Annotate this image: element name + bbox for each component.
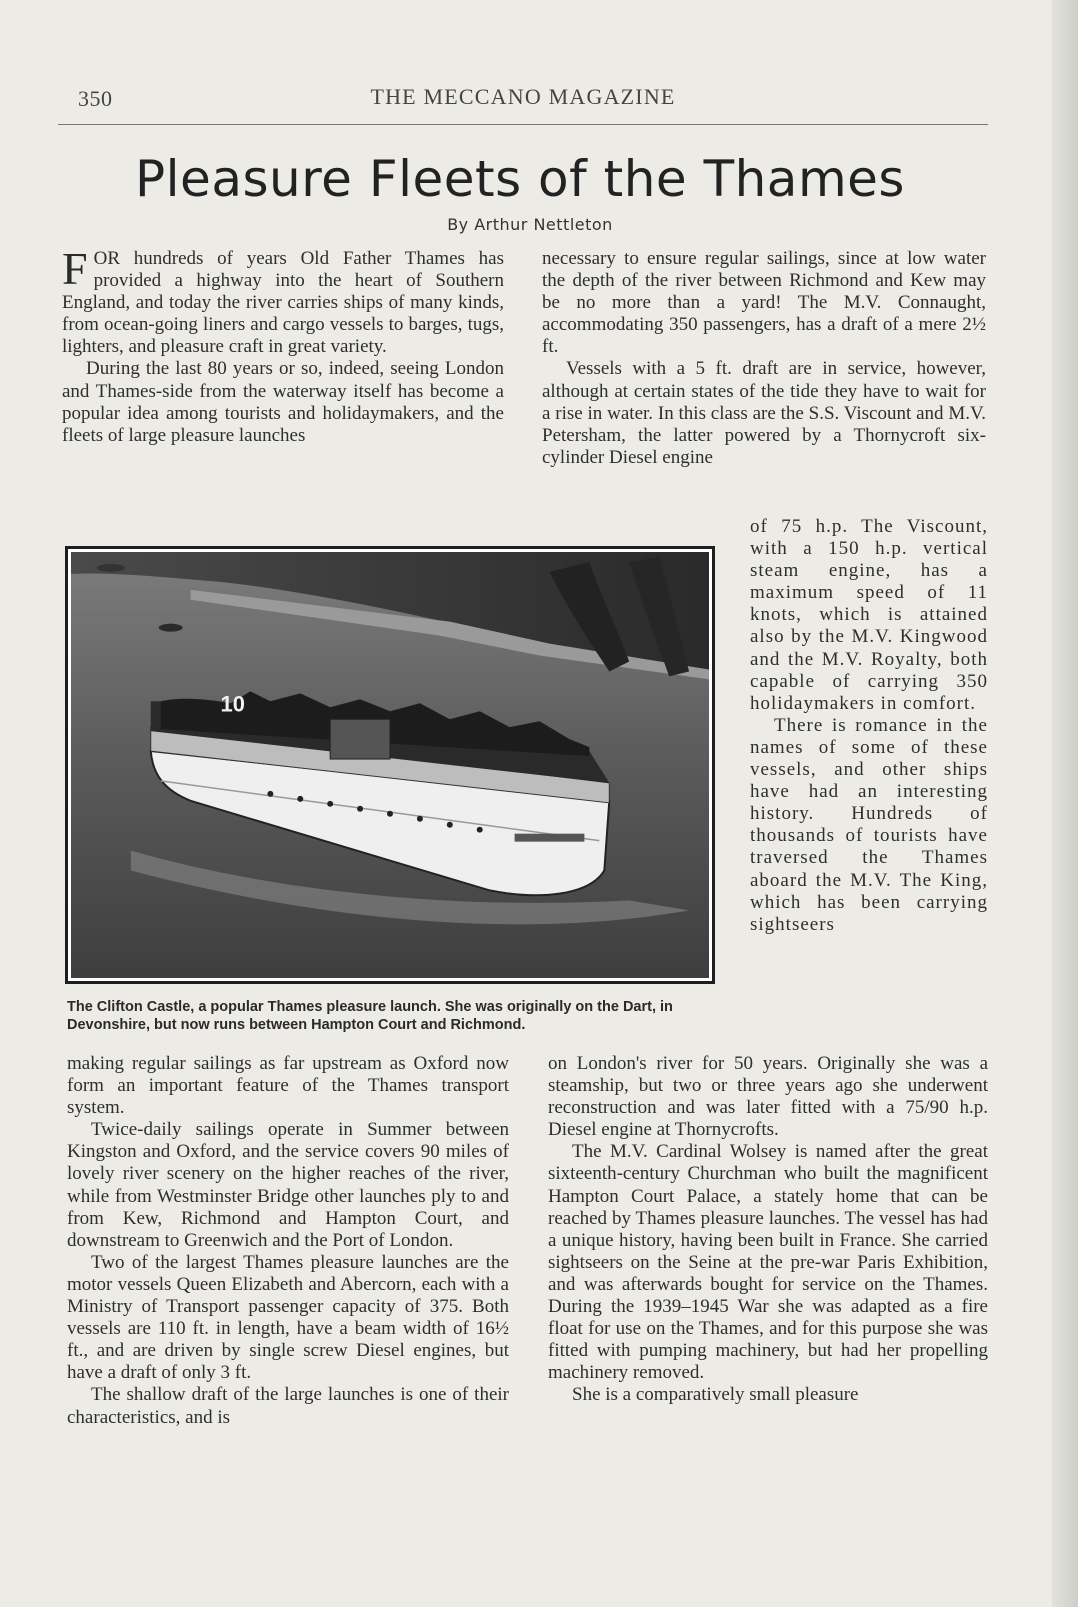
header-rule	[58, 124, 988, 125]
paragraph	[62, 243, 504, 358]
photo-caption: The Clifton Castle, a popular Thames pleasure launch. She was originally on the Dart, in Devonshire, but now runs between Hampton Court and Richmond.	[67, 999, 673, 1033]
paragraph: The M.V. Cardinal Wolsey is named after the great sixteenth-century Churchman who built the magnificent Hampton Court Palace, a stately home that can be reached by Thames pleasure launches. The vessel has had a unique history, having been built in France. She carried sightseers on the Seine at the pre-war Paris Exhibition, and was afterwards bought for service on the Thames. During the 1939–1945 War she was adapted as a fire float for use on the Thames, and for this purpose she was fitted with pumping machinery, but had her propelling machinery removed.	[548, 1141, 988, 1384]
column-right-bottom	[548, 1053, 988, 1407]
boat-photograph	[65, 546, 715, 984]
paragraph: The shallow draft of the large launches is one of their characteristics, and is	[67, 1384, 509, 1428]
article-title: Pleasure Fleets of the Thames	[135, 150, 905, 208]
paragraph: making regular sailings as far upstream as Oxford now form an important feature of the Thames transport system.	[67, 1053, 509, 1119]
paragraph: She is a comparatively small pleasure	[572, 1384, 859, 1406]
page-edge-shadow	[1052, 0, 1078, 1607]
drop-cap: F	[62, 243, 88, 294]
magazine-title: THE MECCANO MAGAZINE	[370, 84, 676, 109]
paragraph: Twice-daily sailings operate in Summer between Kingston and Oxford, and the service covers 90 miles of lovely river scenery on the higher reaches of the river, while from Westminster Bridge other launches ply to and from Kew, Richmond and Hampton Court, and downstream to Greenwich and the Port of London.	[67, 1119, 509, 1251]
column-right-top	[542, 248, 986, 469]
boat-hull-number: 10	[220, 691, 245, 717]
paragraph: Vessels with a 5 ft. draft are in service, however, although at certain states of the tide they have to wait for a rise in water. In this class are the S.S. Viscount and M.V. Petersham, the latter powered by a Thornycroft six-cylinder Diesel engine	[542, 358, 986, 468]
column-left-bottom	[67, 1053, 509, 1429]
page-number: 350	[78, 86, 113, 111]
paragraph: Two of the largest Thames pleasure launches are the motor vessels Queen Elizabeth and Abercorn, each with a Ministry of Transport passenger capacity of 375. Both vessels are 110 ft. in length, have a beam width of 16½ ft., and are driven by single screw Diesel engines, but have a draft of only 3 ft.	[67, 1251, 509, 1384]
paragraph: of 75 h.p. The Viscount, with a 150 h.p. vertical steam engine, has a maximum speed of 11 knots, which is attained also by the M.V. Kingwood and the M.V. Royalty, both capable of carrying 350 holidaymakers in comfort.	[750, 516, 988, 714]
paragraph-text: OR hundreds of years Old Father Thames has provided a highway into the heart of Southern England, and today the river carries ships of many kinds, from ocean-going liners and cargo vessels to barges, tugs, lighters, and pleasure craft in great variety.	[62, 248, 504, 358]
paragraph: During the last 80 years or so, indeed, seeing London and Thames-side from the waterway itself has become a popular idea among tourists and holidaymakers, and the fleets of large pleasure launches	[62, 358, 504, 446]
article-byline: By Arthur Nettleton	[447, 215, 613, 234]
column-left-top	[62, 243, 504, 447]
paragraph: necessary to ensure regular sailings, since at low water the depth of the river between Richmond and Kew may be no more than a yard! The M.V. Connaught, accommodating 350 passengers, has a draft of a mere 2½ ft.	[542, 248, 986, 358]
paragraph: on London's river for 50 years. Originally she was a steamship, but two or three years ago she underwent reconstruction and was later fitted with a 75/90 h.p. Diesel engine at Thornycrofts.	[548, 1053, 988, 1141]
paragraph: There is romance in the names of some of these vessels, and other ships have had an interesting history. Hundreds of thousands of tourists have traversed the Thames aboard the M.V. The King, which has been carrying sightseers	[750, 714, 988, 935]
column-right-middle	[750, 516, 988, 936]
boat-photo-illustration	[71, 552, 709, 978]
